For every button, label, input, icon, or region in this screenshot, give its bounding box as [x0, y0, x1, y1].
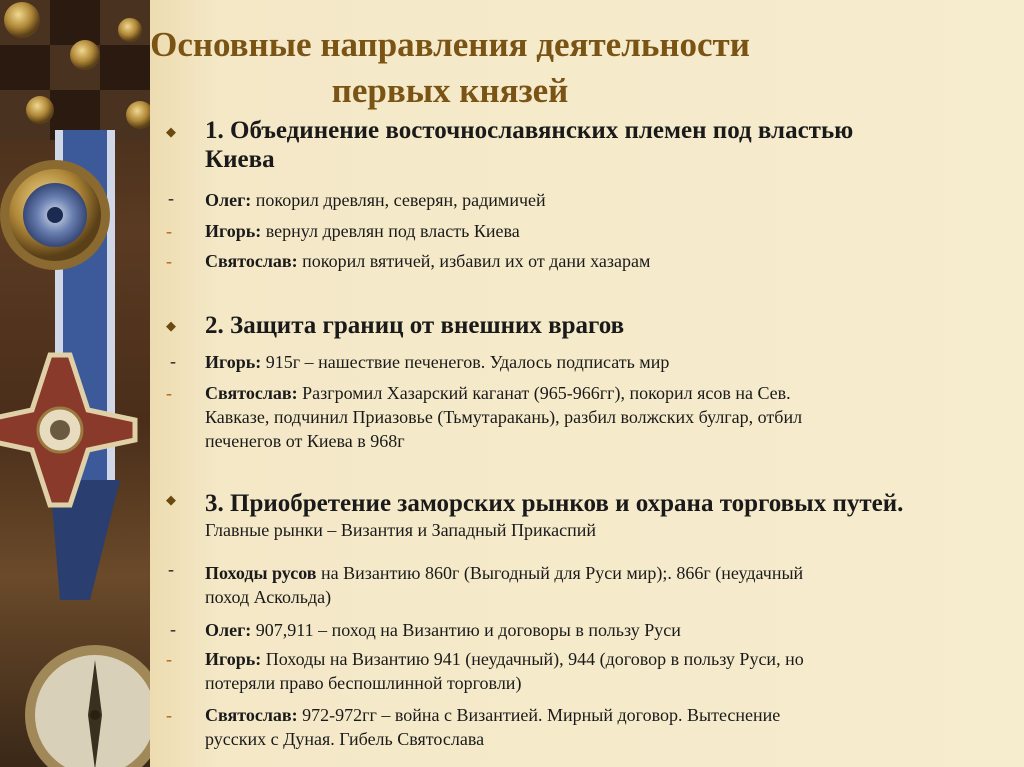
- list-item: [205, 703, 780, 751]
- item-text-continued: русских с Дуная. Гибель Святослава: [205, 729, 485, 749]
- diamond-bullet-icon: ◆: [166, 318, 176, 333]
- dash-marker: -: [170, 351, 176, 371]
- item-name: Олег:: [205, 620, 252, 640]
- slide-title: [150, 22, 750, 114]
- item-text: Разгромил Хазарский каганат (965-966гг), покорил ясов на Сев.: [302, 383, 791, 403]
- item-text: вернул древлян под власть Киева: [265, 221, 520, 241]
- list-item: [205, 618, 681, 642]
- list-item: [205, 350, 669, 374]
- dash-marker: -: [166, 251, 172, 271]
- title-line-1: Основные направления деятельности: [150, 25, 750, 64]
- decorative-medals-image: [0, 0, 150, 767]
- medals-illustration: [0, 0, 150, 767]
- item-text: на Византию 860г (Выгодный для Руси мир);. 866г (неудачный: [321, 563, 804, 583]
- item-text: покорил древлян, северян, радимичей: [255, 190, 546, 210]
- list-item: [205, 561, 803, 609]
- dash-marker: -: [166, 649, 172, 669]
- item-text-continued: потеряли право беспошлинной торговли): [205, 673, 522, 693]
- item-name: Игорь:: [205, 221, 262, 241]
- item-name: Игорь:: [205, 649, 262, 669]
- section-3-heading: [205, 489, 903, 542]
- title-line-2: первых князей: [331, 71, 569, 110]
- item-name: Походы русов: [205, 563, 317, 583]
- list-item: [205, 188, 546, 212]
- dash-marker: -: [170, 619, 176, 639]
- heading-subline: Главные рынки – Византия и Западный Прикаспий: [205, 520, 597, 540]
- list-item: [205, 381, 802, 453]
- item-name: Олег:: [205, 190, 252, 210]
- diamond-bullet-icon: ◆: [166, 124, 176, 139]
- item-text-continued: поход Аскольда): [205, 587, 332, 607]
- item-text-continued: Кавказе, подчинил Приазовье (Тьмутаракань), разбил волжских булгар, отбил: [205, 407, 803, 427]
- dash-marker: -: [168, 188, 174, 208]
- section-1-heading: [205, 116, 853, 174]
- heading-line: 2. Защита границ от внешних врагов: [205, 312, 625, 339]
- diamond-bullet-icon: ◆: [166, 492, 176, 507]
- heading-line: 3. Приобретение заморских рынков и охрана торговых путей.: [205, 490, 904, 517]
- item-text: Походы на Византию 941 (неудачный), 944 (договор в пользу Руси, но: [265, 649, 804, 669]
- section-2-heading: [205, 311, 624, 340]
- dash-marker: -: [168, 559, 174, 579]
- item-name: Святослав:: [205, 251, 298, 271]
- item-name: Игорь:: [205, 352, 262, 372]
- dash-marker: -: [166, 705, 172, 725]
- list-item: [205, 647, 804, 695]
- list-item: [205, 249, 650, 273]
- list-item: [205, 219, 520, 243]
- heading-line: Киева: [205, 146, 275, 173]
- item-text: 915г – нашествие печенегов. Удалось подписать мир: [265, 352, 670, 372]
- item-name: Святослав:: [205, 383, 298, 403]
- item-text: 972-972гг – война с Византией. Мирный договор. Вытеснение: [302, 705, 781, 725]
- item-text: 907,911 – поход на Византию и договоры в пользу Руси: [255, 620, 681, 640]
- item-text: покорил вятичей, избавил их от дани хазарам: [302, 251, 651, 271]
- heading-line: 1. Объединение восточнославянских племен под властью: [205, 117, 854, 144]
- item-name: Святослав:: [205, 705, 298, 725]
- item-text-continued: печенегов от Киева в 968г: [205, 431, 405, 451]
- dash-marker: -: [166, 221, 172, 241]
- dash-marker: -: [166, 383, 172, 403]
